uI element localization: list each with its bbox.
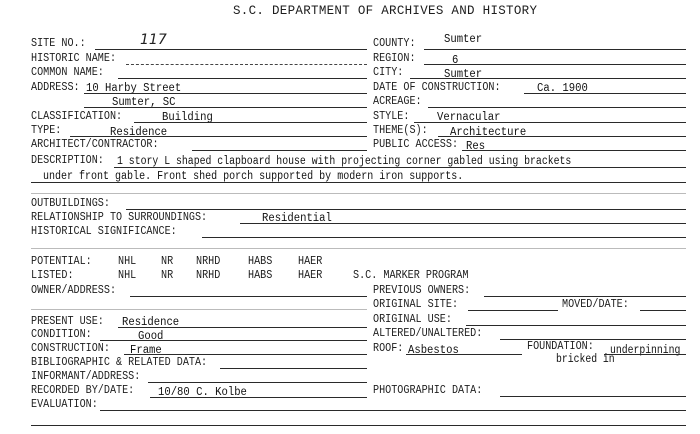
classification-value: Building: [162, 111, 213, 124]
common-name-line: [118, 78, 367, 79]
outbuildings-line: [126, 209, 686, 210]
photographic-line: [500, 396, 686, 397]
foundation-label: FOUNDATION:: [527, 340, 594, 353]
style-value: Vernacular: [437, 111, 501, 124]
potential-label: POTENTIAL:: [31, 255, 92, 268]
listed-nrhd[interactable]: NRHD: [196, 269, 221, 282]
photographic-label: PHOTOGRAPHIC DATA:: [373, 384, 483, 397]
roof-line: [406, 354, 522, 355]
original-use-label: ORIGINAL USE:: [373, 313, 452, 326]
classification-label: CLASSIFICATION:: [31, 110, 123, 123]
architect-label: ARCHITECT/CONTRACTOR:: [31, 138, 159, 151]
description-rule3: [31, 193, 686, 194]
address-line1: [84, 93, 367, 94]
address-label: ADDRESS:: [31, 81, 80, 94]
county-value: Sumter: [444, 33, 483, 46]
listed-haer[interactable]: HAER: [298, 269, 323, 282]
city-value: Sumter: [444, 68, 483, 81]
evaluation-label: EVALUATION:: [31, 398, 98, 411]
region-label: REGION:: [373, 52, 416, 65]
site-no-label: SITE NO.:: [31, 37, 86, 50]
type-label: TYPE:: [31, 124, 62, 137]
date-construction-value: Ca. 1900: [537, 82, 588, 95]
public-access-value: Res: [466, 140, 486, 153]
potential-nrhd[interactable]: NRHD: [196, 255, 221, 268]
type-line: [70, 136, 367, 137]
date-construction-line: [524, 93, 686, 94]
construction-line: [124, 354, 367, 355]
site-no-value: 117: [140, 32, 167, 48]
present-use-line: [118, 327, 367, 328]
county-line: [424, 49, 686, 50]
moved-date-line: [640, 310, 686, 311]
condition-line: [100, 340, 367, 341]
significance-line: [202, 237, 686, 238]
outbuildings-label: OUTBUILDINGS:: [31, 197, 110, 210]
potential-haer[interactable]: HAER: [298, 255, 323, 268]
style-label: STYLE:: [373, 110, 410, 123]
public-access-line: [462, 150, 686, 151]
listed-nr[interactable]: NR: [161, 269, 174, 282]
historic-name-line: [126, 64, 367, 65]
acreage-label: ACREAGE:: [373, 95, 422, 108]
address-line1-value: 10 Harby Street: [86, 82, 182, 95]
region-value: 6: [452, 54, 459, 67]
potential-nhl[interactable]: NHL: [118, 255, 137, 268]
form-title: S.C. DEPARTMENT OF ARCHIVES AND HISTORY: [233, 4, 538, 18]
city-label: CITY:: [373, 66, 404, 79]
evaluation-line2: [31, 425, 686, 426]
common-name-label: COMMON NAME:: [31, 66, 104, 79]
description-line1: 1 story L shaped clapboard house with projecting corner gabled using brackets: [117, 155, 572, 168]
foundation-value1: underpinning: [610, 344, 681, 357]
condition-value: Good: [138, 330, 164, 343]
present-use-value: Residence: [122, 316, 180, 329]
original-site-line: [468, 310, 558, 311]
type-value: Residence: [110, 126, 168, 139]
region-line: [424, 64, 686, 65]
bibliographic-line: [220, 368, 367, 369]
recorded-value: 10/80 C. Kolbe: [158, 386, 247, 399]
relationship-label: RELATIONSHIP TO SURROUNDINGS:: [31, 211, 208, 224]
construction-value: Frame: [130, 344, 162, 357]
owner-address-line2: [31, 309, 367, 310]
construction-label: CONSTRUCTION:: [31, 342, 110, 355]
city-line: [410, 78, 686, 79]
description-line2: under front gable. Front shed porch supported by modern iron supports.: [43, 170, 464, 183]
bibliographic-label: BIBLIOGRAPHIC & RELATED DATA:: [31, 356, 208, 369]
site-no-line: [95, 49, 367, 50]
marker-program-label: S.C. MARKER PROGRAM: [353, 269, 469, 282]
informant-line: [148, 382, 367, 383]
county-label: COUNTY:: [373, 37, 416, 50]
architect-line: [192, 150, 367, 151]
owner-address-label: OWNER/ADDRESS:: [31, 284, 117, 297]
significance-label: HISTORICAL SIGNIFICANCE:: [31, 225, 177, 238]
acreage-line: [428, 107, 686, 108]
historic-name-label: HISTORIC NAME:: [31, 52, 117, 65]
relationship-value: Residential: [262, 212, 332, 225]
significance-rule2: [31, 248, 686, 249]
previous-owners-line: [484, 296, 686, 297]
address-line2-value: Sumter, SC: [112, 96, 176, 109]
themes-value: Architecture: [450, 126, 527, 139]
date-construction-label: DATE OF CONSTRUCTION:: [373, 81, 501, 94]
original-site-label: ORIGINAL SITE:: [373, 298, 459, 311]
listed-label: LISTED:: [31, 269, 74, 282]
previous-owners-label: PREVIOUS OWNERS:: [373, 284, 471, 297]
foundation-value2: bricked in: [556, 353, 615, 366]
roof-value: Asbestos: [408, 344, 459, 357]
recorded-label: RECORDED BY/DATE:: [31, 384, 135, 397]
informant-label: INFORMANT/ADDRESS:: [31, 370, 141, 383]
evaluation-line: [100, 410, 686, 411]
present-use-label: PRESENT USE:: [31, 315, 104, 328]
listed-habs[interactable]: HABS: [248, 269, 273, 282]
address-line2: [84, 107, 367, 108]
description-label: DESCRIPTION:: [31, 154, 104, 167]
owner-address-line: [130, 296, 367, 297]
moved-date-label: MOVED/DATE:: [562, 298, 629, 311]
recorded-line: [150, 397, 367, 398]
relationship-line: [240, 223, 686, 224]
original-use-line: [466, 325, 686, 326]
potential-nr[interactable]: NR: [161, 255, 174, 268]
themes-label: THEME(S):: [373, 124, 428, 137]
potential-habs[interactable]: HABS: [248, 255, 273, 268]
description-rule2: [31, 182, 686, 183]
themes-line: [438, 136, 686, 137]
style-line: [414, 122, 686, 123]
description-rule1: [114, 167, 686, 168]
classification-line: [134, 122, 367, 123]
public-access-label: PUBLIC ACCESS:: [373, 138, 459, 151]
condition-label: CONDITION:: [31, 328, 92, 341]
foundation-line: [604, 354, 686, 355]
roof-label: ROOF:: [373, 342, 404, 355]
listed-nhl[interactable]: NHL: [118, 269, 137, 282]
altered-label: ALTERED/UNALTERED:: [373, 327, 483, 340]
